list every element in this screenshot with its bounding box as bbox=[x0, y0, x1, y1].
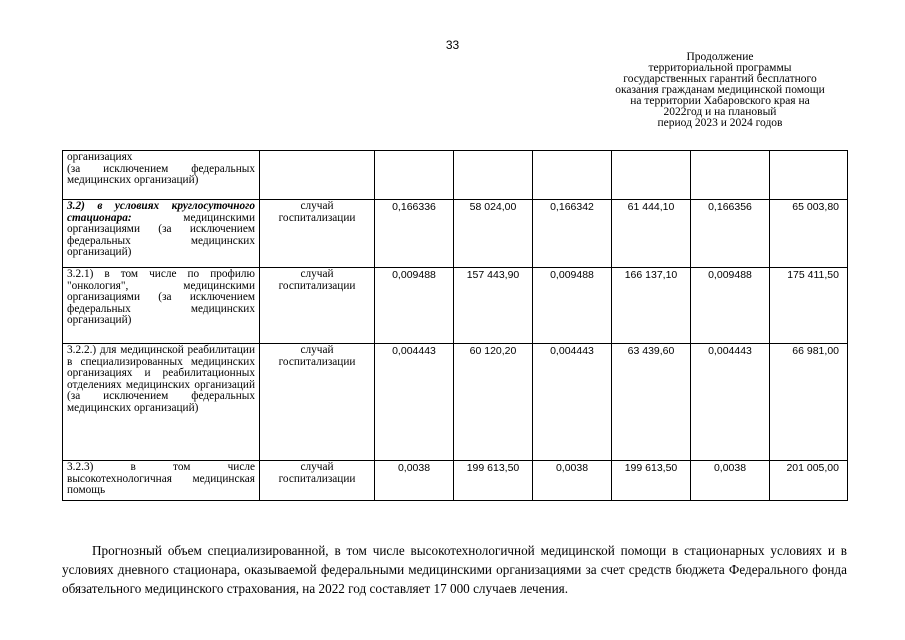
row-value-1: 0,009488 bbox=[375, 268, 454, 344]
row-value-3: 0,009488 bbox=[533, 268, 612, 344]
row-value-5: 0,004443 bbox=[691, 344, 770, 461]
row-value-6: 175 411,50 bbox=[770, 268, 848, 344]
row-unit: случай госпитализации bbox=[260, 268, 375, 344]
row-value-4: 63 439,60 bbox=[612, 344, 691, 461]
row-value-5 bbox=[691, 151, 770, 200]
row-value-6: 201 005,00 bbox=[770, 461, 848, 501]
row-value-5: 0,0038 bbox=[691, 461, 770, 501]
row-value-3 bbox=[533, 151, 612, 200]
row-description-text: 3.2.3) в том числе высокотехнологичная медицинская помощь bbox=[67, 461, 255, 497]
row-value-4: 166 137,10 bbox=[612, 268, 691, 344]
row-value-5: 0,009488 bbox=[691, 268, 770, 344]
row-unit: случай госпитализации bbox=[260, 344, 375, 461]
row-value-1: 0,004443 bbox=[375, 344, 454, 461]
row-value-2 bbox=[454, 151, 533, 200]
table-row bbox=[63, 268, 848, 344]
heading-line: государственных гарантий бесплатного bbox=[623, 73, 817, 85]
row-description bbox=[63, 461, 260, 501]
table-row bbox=[63, 200, 848, 268]
volume-cost-table bbox=[62, 150, 848, 501]
table-row bbox=[63, 151, 848, 200]
row-unit bbox=[260, 151, 375, 200]
row-value-1: 0,0038 bbox=[375, 461, 454, 501]
document-heading bbox=[580, 52, 860, 129]
row-description bbox=[63, 268, 260, 344]
row-value-6: 66 981,00 bbox=[770, 344, 848, 461]
row-unit: случай госпитализации bbox=[260, 200, 375, 268]
row-value-1: 0,166336 bbox=[375, 200, 454, 268]
row-description bbox=[63, 344, 260, 461]
table-body bbox=[63, 151, 848, 501]
row-value-3: 0,166342 bbox=[533, 200, 612, 268]
heading-line: период 2023 и 2024 годов bbox=[657, 117, 783, 129]
row-unit: случай госпитализации bbox=[260, 461, 375, 501]
row-value-3: 0,004443 bbox=[533, 344, 612, 461]
row-value-2: 58 024,00 bbox=[454, 200, 533, 268]
row-value-4 bbox=[612, 151, 691, 200]
heading-line: оказания гражданам медицинской помощи bbox=[615, 84, 825, 96]
row-value-6 bbox=[770, 151, 848, 200]
row-value-2: 60 120,20 bbox=[454, 344, 533, 461]
page-number: 33 bbox=[445, 38, 460, 52]
row-value-1 bbox=[375, 151, 454, 200]
row-value-4: 199 613,50 bbox=[612, 461, 691, 501]
heading-line: Продолжение bbox=[686, 51, 754, 63]
row-description-text: медицинскими организациями (за исключением федеральных медицинских организаций) bbox=[67, 211, 255, 259]
table-row bbox=[63, 344, 848, 461]
row-description-emphasis: 3.2) в условиях круглосуточного стационара: bbox=[67, 200, 255, 224]
heading-line: 2022год и на плановый bbox=[663, 106, 777, 118]
row-value-2: 199 613,50 bbox=[454, 461, 533, 501]
heading-line: территориальной программы bbox=[648, 62, 792, 74]
table-row bbox=[63, 461, 848, 501]
row-description-text: 3.2.2.) для медицинской реабилитации в специализированных медицинских организациях и реабилитационных отделениях медицинских организаций (за исключением федеральных медицинских организаций) bbox=[67, 344, 255, 414]
footer-paragraph: Прогнозный объем специализированной, в том числе высокотехнологичной медицинской помощи в стационарных условиях и в условиях дневного стационара, оказываемой федеральными медицинскими организациями за счет средств бюджета Федерального фонда обязательного медицинского страхования, на 2022 год составляет 17 000 случаев лечения. bbox=[62, 543, 847, 597]
row-description bbox=[63, 200, 260, 268]
heading-line: на территории Хабаровского края на bbox=[630, 95, 810, 107]
row-description-text: организациях (за исключением федеральных медицинских организаций) bbox=[67, 151, 255, 187]
row-value-2: 157 443,90 bbox=[454, 268, 533, 344]
row-value-5: 0,166356 bbox=[691, 200, 770, 268]
row-value-6: 65 003,80 bbox=[770, 200, 848, 268]
row-value-4: 61 444,10 bbox=[612, 200, 691, 268]
row-description-text: 3.2.1) в том числе по профилю "онкология", медицинскими организациями (за исключением федеральных медицинских организаций) bbox=[67, 268, 255, 327]
row-description bbox=[63, 151, 260, 200]
row-value-3: 0,0038 bbox=[533, 461, 612, 501]
